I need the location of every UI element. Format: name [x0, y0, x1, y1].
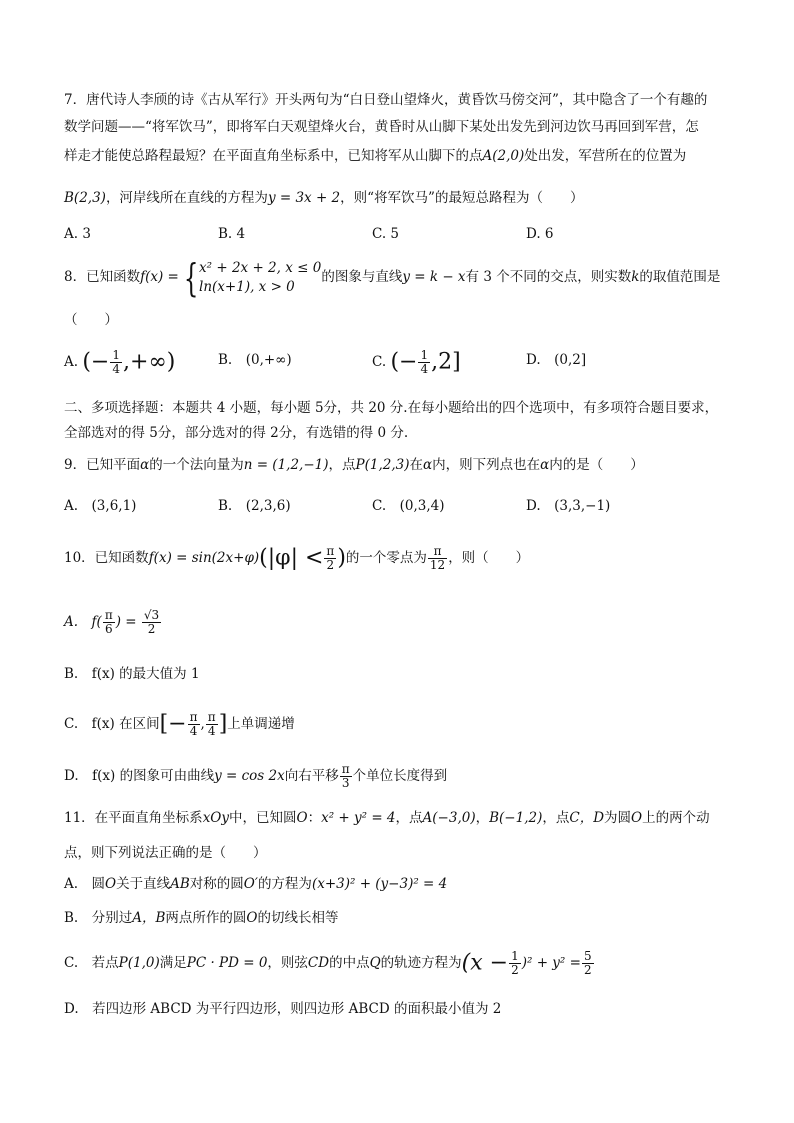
q11-option-b: B. 分别过A，B两点所作的圆O的切线长相等 [64, 910, 339, 926]
q11-option-c: C. 若点P(1,0)满足PC · PD = 0，则弦CD的中点Q的轨迹方程为(x − $\frac{1}{2}$ )² + y² = $\frac{5}{2}$ [64, 949, 592, 977]
q7-option-c: C. 5 [372, 226, 400, 242]
q11-option-a: A. 圆O关于直线AB对称的圆O′的方程为(x+3)² + (y−3)² = 4 [64, 876, 448, 892]
q7-option-a: A. 3 [64, 226, 91, 242]
section-2-line2: 全部选对的得 5分，部分选对的得 2分，有选错的得 0 分. [64, 425, 409, 441]
q10-option-b: B. f(x) 的最大值为 1 [64, 666, 200, 682]
q8-stem: 8．已知函数f(x) = { x² + 2x + 2, x ≤ 0 ln(x+1), x > 0 的图象与直线y = k − x有 3 个不同的交点，则实数k的取值范围是 [64, 255, 721, 300]
section-2-line1: 二、多项选择题：本题共 4 小题，每小题 5分，共 20 分.在每小题给出的四个选项中，有多项符合题目要求， [64, 400, 719, 416]
q10-stem: 10．已知函数f(x) = sin(2x+φ)(|φ| < $\frac{\pi}{2}$ )的一个零点为 $\frac{\pi}{12}$ ，则（ ） [64, 544, 530, 572]
q9-option-b: B. (2,3,6) [218, 498, 291, 514]
q8-option-a: A. (− $\frac{1}{4}$ ,+∞) [64, 348, 176, 376]
q10-option-d: D. f(x) 的图象可由曲线y = cos 2x向右平移 $\frac{\pi}{3}$ 个单位长度得到 [64, 762, 448, 790]
q8-paren: （ ） [64, 312, 118, 328]
q8-option-d: D. (0,2] [526, 352, 587, 368]
q7-line1: 7．唐代诗人李颀的诗《古从军行》开头两句为“白日登山望烽火，黄昏饮马傍交河”，其中隐含了一个有趣的 [64, 92, 708, 108]
q8-option-b: B. (0,+∞) [218, 352, 292, 368]
q8-option-c: C. (− $\frac{1}{4}$ ,2] [372, 348, 461, 376]
q11-line1: 11．在平面直角坐标系xOy中，已知圆O：x² + y² = 4，点A(−3,0)，B(−1,2)，点C，D为圆O上的两个动 [64, 810, 710, 826]
q7-option-b: B. 4 [218, 226, 246, 242]
q9-option-a: A. (3,6,1) [64, 498, 137, 514]
q7-option-d: D. 6 [526, 226, 554, 242]
q10-option-c: C. f(x) 在区间[− $\frac{\pi}{4}$ , $\frac{\pi}{4}$ ]上单调递增 [64, 710, 295, 738]
q7-line3: 样走才能使总路程最短？在平面直角坐标系中，已知将军从山脚下的点A(2,0)处出发，军营所在的位置为 [64, 148, 687, 164]
q10-option-a: A. f( $\frac{\pi}{6}$ ) = $\frac{√3}{2}$ [64, 608, 160, 636]
q9-option-d: D. (3,3,−1) [526, 498, 611, 514]
q11-option-d: D. 若四边形 ABCD 为平行四边形，则四边形 ABCD 的面积最小值为 2 [64, 1001, 502, 1017]
q9-option-c: C. (0,3,4) [372, 498, 445, 514]
q7-line4: B(2,3)，河岸线所在直线的方程为y = 3x + 2，则“将军饮马”的最短总路程为（ ） [64, 190, 584, 206]
q7-line2: 数学问题——“将军饮马”，即将军白天观望烽火台，黄昏时从山脚下某处出发先到河边饮马再回到军营，怎 [64, 119, 699, 135]
q11-line2: 点，则下列说法正确的是（ ） [64, 845, 267, 861]
q9-stem: 9．已知平面α的一个法向量为n = (1,2,−1)，点P(1,2,3)在α内，则下列点也在α内的是（ ） [64, 457, 644, 473]
